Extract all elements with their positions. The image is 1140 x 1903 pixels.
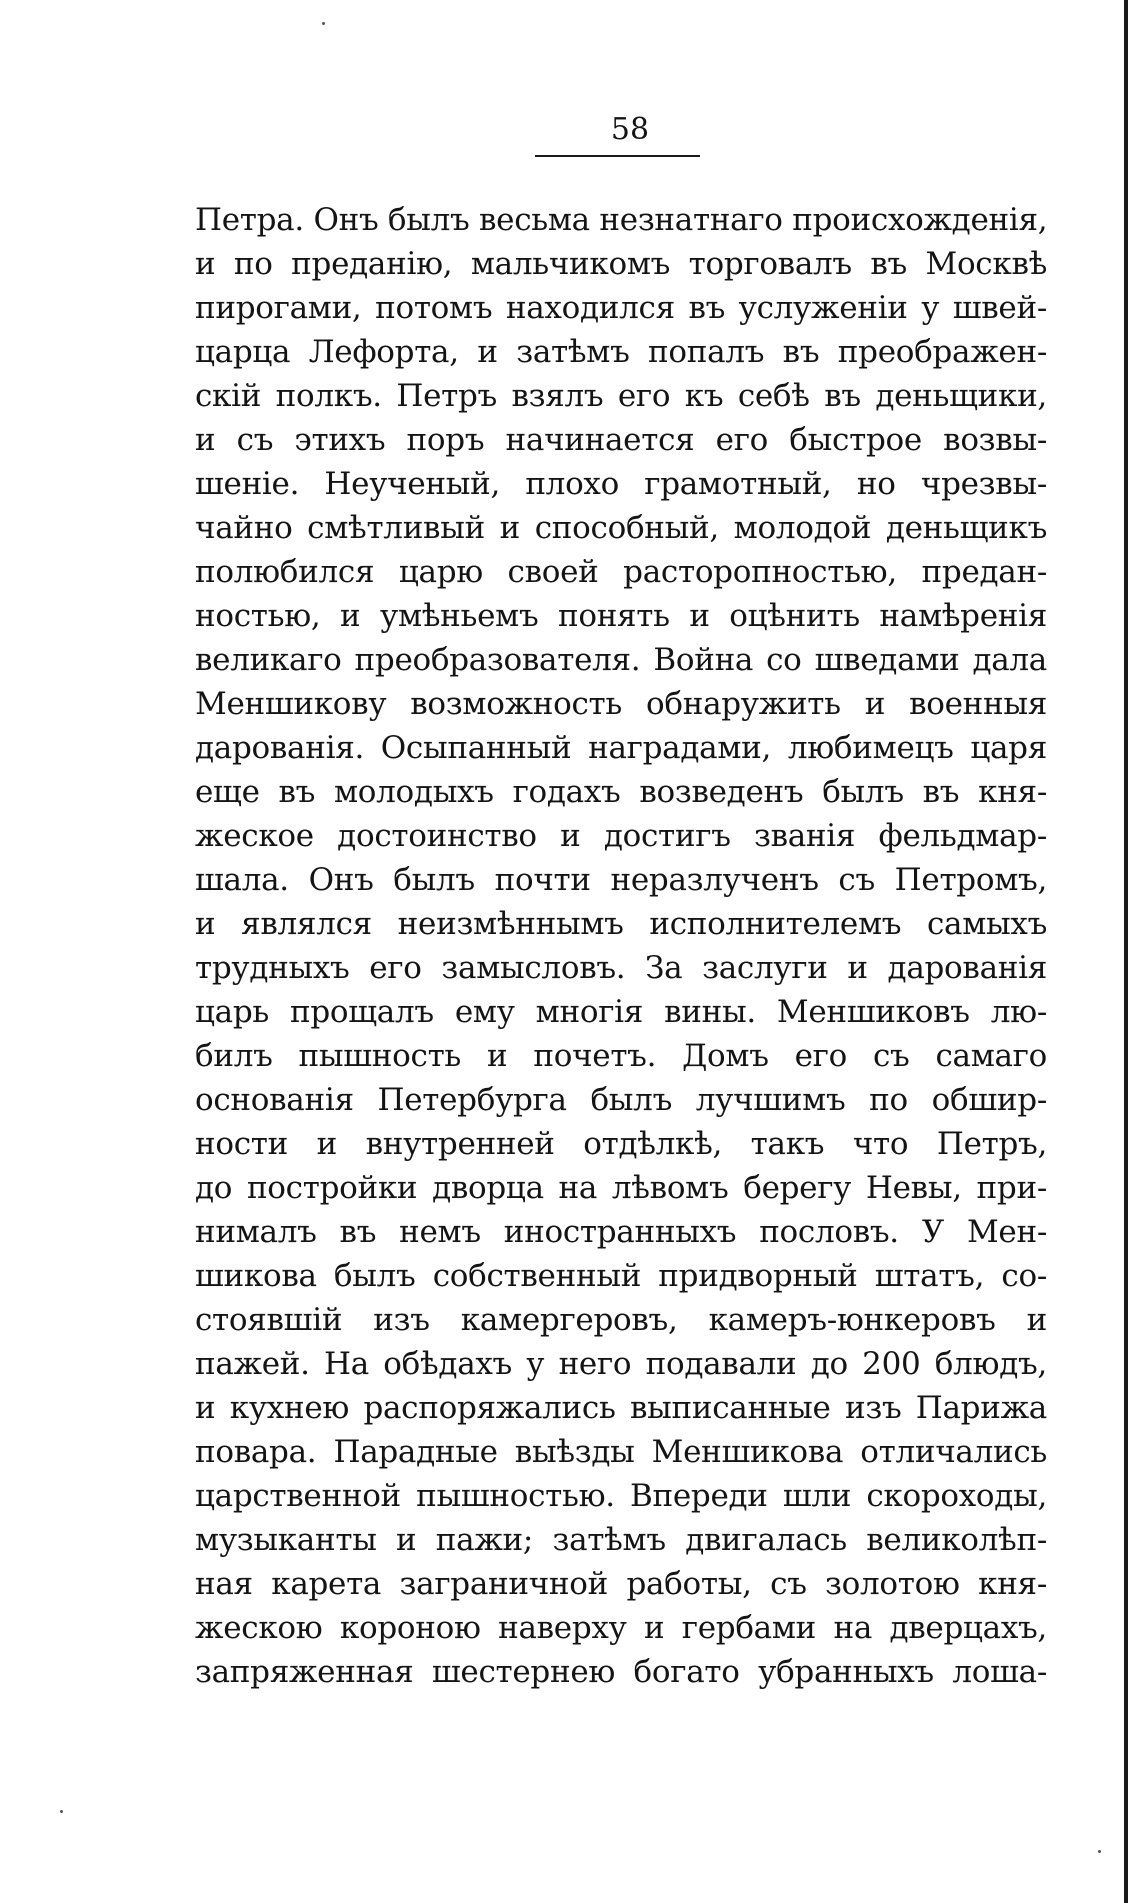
text-line: основанія Петербурга былъ лучшимъ по обшир- <box>195 1082 1047 1118</box>
text-line: царь прощалъ ему многія вины. Меншиковъ лю- <box>195 994 1047 1030</box>
text-line: билъ пышность и почетъ. Домъ его съ самаго <box>195 1038 1047 1074</box>
text-line: и по преданію, мальчикомъ торговалъ въ Москвѣ <box>195 246 1047 282</box>
text-line: жескою короною наверху и гербами на дверцахъ, <box>195 1610 1047 1646</box>
text-line: шала. Онъ былъ почти неразлученъ съ Петромъ, <box>195 862 1047 898</box>
page-number-rule <box>535 155 700 157</box>
text-line: и являлся неизмѣннымъ исполнителемъ самыхъ <box>195 906 1047 942</box>
text-line: стоявшій изъ камергеровъ, камеръ-юнкеровъ и <box>195 1302 1047 1338</box>
text-line: полюбился царю своей расторопностью, предан- <box>195 554 1047 590</box>
text-line: чайно смѣтливый и способный, молодой деньщикъ <box>195 510 1047 546</box>
text-line: царственной пышностью. Впереди шли скороходы, <box>195 1478 1047 1514</box>
text-line: трудныхъ его замысловъ. За заслуги и дарованія <box>195 950 1047 986</box>
text-line: и кухнею распоряжались выписанные изъ Парижа <box>195 1390 1047 1426</box>
body-text <box>195 198 1047 1694</box>
text-line: царца Лефорта, и затѣмъ попалъ въ преображен- <box>195 334 1047 370</box>
text-line: шеніе. Неученый, плохо грамотный, но чрезвы- <box>195 466 1047 502</box>
text-line: ная карета заграничной работы, съ золотою кня- <box>195 1566 1047 1602</box>
text-line: музыканты и пажи; затѣмъ двигалась великолѣп- <box>195 1522 1047 1558</box>
text-line: повара. Парадные выѣзды Меншикова отличались <box>195 1434 1047 1470</box>
dust-speck <box>60 1810 63 1813</box>
text-line: Меншикову возможность обнаружить и военныя <box>195 686 1047 722</box>
text-line: и съ этихъ поръ начинается его быстрое возвы- <box>195 422 1047 458</box>
text-line: шикова былъ собственный придворный штатъ, со- <box>195 1258 1047 1294</box>
text-line: дарованія. Осыпанный наградами, любимецъ царя <box>195 730 1047 766</box>
dust-speck <box>1098 1850 1101 1853</box>
text-line: пажей. На обѣдахъ у него подавали до 200 блюдъ, <box>195 1346 1047 1382</box>
text-line: жеское достоинство и достигъ званія фельдмар- <box>195 818 1047 854</box>
text-line: пирогами, потомъ находился въ услуженіи у швей- <box>195 290 1047 326</box>
page-number: 58 <box>610 112 650 147</box>
dust-speck <box>322 22 325 25</box>
text-line: ности и внутренней отдѣлкѣ, такъ что Петръ, <box>195 1126 1047 1162</box>
text-line: до постройки дворца на лѣвомъ берегу Невы, при- <box>195 1170 1047 1206</box>
page-edge-line <box>1124 0 1128 1903</box>
text-line: великаго преобразователя. Война со шведами дала <box>195 642 1047 678</box>
text-line: скій полкъ. Петръ взялъ его къ себѣ въ деньщики, <box>195 378 1047 414</box>
text-line: ностью, и умѣньемъ понять и оцѣнить намѣренія <box>195 598 1047 634</box>
text-line: Петра. Онъ былъ весьма незнатнаго происхожденія, <box>195 202 1048 238</box>
text-line: нималъ въ немъ иностранныхъ пословъ. У Мен- <box>195 1214 1047 1250</box>
text-line: еще въ молодыхъ годахъ возведенъ былъ въ кня- <box>195 774 1047 810</box>
text-line: запряженная шестернею богато убранныхъ лоша- <box>195 1654 1047 1690</box>
